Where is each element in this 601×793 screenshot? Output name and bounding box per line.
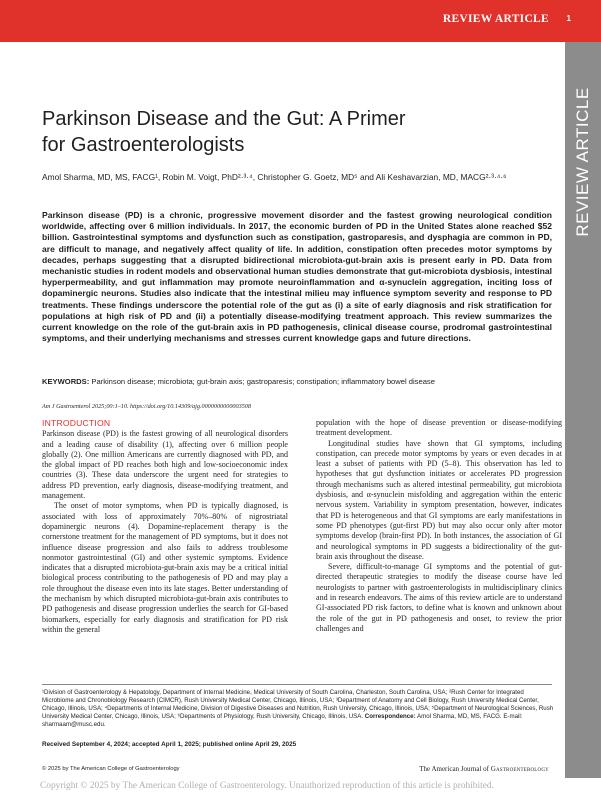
header-bar: [0, 0, 601, 42]
page-number: 1: [566, 14, 571, 23]
keywords-list: Parkinson disease; microbiota; gut-brain axis; gastroparesis; constipation; inflammatory bowel disease: [91, 377, 435, 386]
journal-upper: Gastroenterology: [490, 765, 549, 773]
side-banner-label: REVIEW ARTICLE: [573, 87, 592, 237]
body-column-left: [42, 418, 288, 635]
section-label: REVIEW ARTICLE: [442, 13, 549, 25]
title-line-1: Parkinson Disease and the Gut: A Primer: [42, 108, 406, 130]
paragraph: Longitudinal studies have shown that GI symptoms, including constipation, can precede motor symptoms by years or even decades in at least a subset of patients with PD (5–8). This observation has led to hypotheses that gut dysfunction initiates or accelerates PD progression through mechanisms such as altered intestinal permeability, gut microbiota dysbiosis, and α-synuclein misfolding and aggregation within the enteric nervous system. Variability in symptom presentation, however, indicates that PD is heterogeneous and that GI symptoms are early manifestations in some PD phenotypes (gut-first PD) but may also occur only after motor symptoms develop (brain-first PD). In both instances, the association of GI and neurological symptoms in PD suggests a bidirectionality of the gut-brain axis throughout the disease.: [316, 438, 562, 561]
author-list: Amol Sharma, MD, MS, FACG¹, Robin M. Voigt, PhD²·³·⁴, Christopher G. Goetz, MD⁵ and Ali Keshavarzian, MD, MACG²·³·⁴·⁶: [42, 172, 507, 182]
citation[interactable]: Am J Gastroenterol 2025;00:1–10. https://doi.org/10.14309/ajg.0000000000003508: [42, 403, 251, 410]
correspondence-label: Correspondence:: [364, 713, 416, 721]
correspondence[interactable]: Amol Sharma, MD, MS, FACG. E-mail: sharmaam@musc.edu.: [42, 713, 523, 729]
copyright-watermark: Copyright © 2025 by The American College of Gastroenterology. Unauthorized reproduction of this article is prohibited.: [40, 781, 494, 791]
keywords: [42, 377, 552, 386]
journal-prefix: The American Journal of: [419, 765, 491, 773]
paragraph: The onset of motor symptoms, when PD is typically diagnosed, is associated with loss of approximately 70%–80% of nigrostriatal dopaminergic neurons (4). Dopamine-replacement therapy is the cornerstone treatment for the management of PD symptoms, but it does not influence disease progression and also fails to address troublesome nonmotor gastrointestinal (GI) and other systemic symptoms. Evidence indicates that a disrupted microbiota-gut-brain axis may be a critical initial biological process contributing to the pathogenesis of PD and may play a role throughout the disease even into its late stages. Better understanding of the mechanism by which disrupted microbiota-gut-brain axis contributes to PD pathogenesis and disease progression underlies the search for GI-based biomarkers, especially for early diagnosis and stratification for PD risk within the general: [42, 501, 288, 634]
section-heading-introduction: INTRODUCTION: [42, 418, 111, 428]
body-column-right: [316, 418, 562, 634]
journal-name: [419, 765, 549, 773]
abstract: Parkinson disease (PD) is a chronic, progressive movement disorder and the fastest growing neurological condition worldwide, affecting over 6 million individuals. In 2017, the economic burden of PD in the United States alone reached $52 billion. Gastrointestinal symptoms and dysfunction such as constipation, gastroparesis, and dysphagia are common in PD, are difficult to manage, and negatively affect quality of life. In addition, constipation often precedes motor symptoms by decades, perhaps suggesting that a disrupted bidirectional microbiota-gut-brain axis is present early in PD. Data from mechanistic studies in rodent models and observational human studies demonstrate that gut-microbiota dysbiosis, intestinal hyperpermeability, and gut inflammation may promote neuroinflammation and α-synuclein aggregation, inciting loss of dopaminergic neurons. Studies also indicate that the intestinal milieu may influence symptom severity and response to PD treatments. These findings underscore the potential role of the gut as (i) a site of early diagnosis and risk stratification for populations at high risk of PD and (ii) a potentially disease-modifying treatment approach. This review summarizes the current knowledge on the role of the gut-brain axis in PD pathogenesis, clinical disease course, prodromal gastrointestinal symptoms, and their underlying mechanisms and stresses current knowledge gaps and future directions.: [42, 210, 552, 344]
footer-copyright: © 2025 by The American College of Gastroenterology: [42, 766, 180, 772]
article-title: [42, 106, 542, 158]
side-banner: [565, 42, 601, 793]
title-line-2: for Gastroenterologists: [42, 134, 245, 156]
paragraph: Severe, difficult-to-manage GI symptoms and the potential of gut-directed therapeutic strategies to modify the disease course have led neurologists to partner with gastroenterologists in multidisciplinary clinics and in research endeavors. The aims of this review article are to understand GI-associated PD risk factors, to define what is known and unknown about the role of the gut in PD pathogenesis and onset, to review the prior challenges and: [316, 562, 562, 633]
paragraph: Parkinson disease (PD) is the fastest growing of all neurological disorders and a leading cause of disability (1), affecting over 6 million people globally (2). One million Americans are currently diagnosed with PD, and the global impact of PD reaches both high and low-socioeconomic index countries (3). These data underscore the urgent need for strategies to address PD prevention, early diagnosis, disease-modifying treatment, and management.: [42, 429, 288, 501]
footnotes: [42, 689, 554, 729]
affiliations: ¹Division of Gastroenterology & Hepatology, Department of Internal Medicine, Medical University of South Carolina, Charleston, South Carolina, USA; ²Rush Center for Integrated Microbiome and Chronobiology Research (CIMCR), Rush University Medical Center, Chicago, Illinois, USA; ³Department of Anatomy and Cell Biology, Rush University Medical Center, Chicago, Illinois, USA; ⁴Departments of Internal Medicine, Division of Digestive Diseases and Nutrition, Rush University, Chicago, Illinois, USA; ⁵Department of Neurological Sciences, Rush University Medical Center, Chicago, Illinois, USA; ⁶Departments of Physiology, Rush University, Chicago, Illinois, USA.: [42, 689, 554, 721]
keywords-label: KEYWORDS:: [42, 377, 90, 386]
paragraph: population with the hope of disease prevention or disease-modifying treatment development.: [316, 418, 562, 438]
received-dates: Received September 4, 2024; accepted April 1, 2025; published online April 29, 2025: [42, 741, 297, 748]
footnote-divider: [42, 684, 552, 685]
